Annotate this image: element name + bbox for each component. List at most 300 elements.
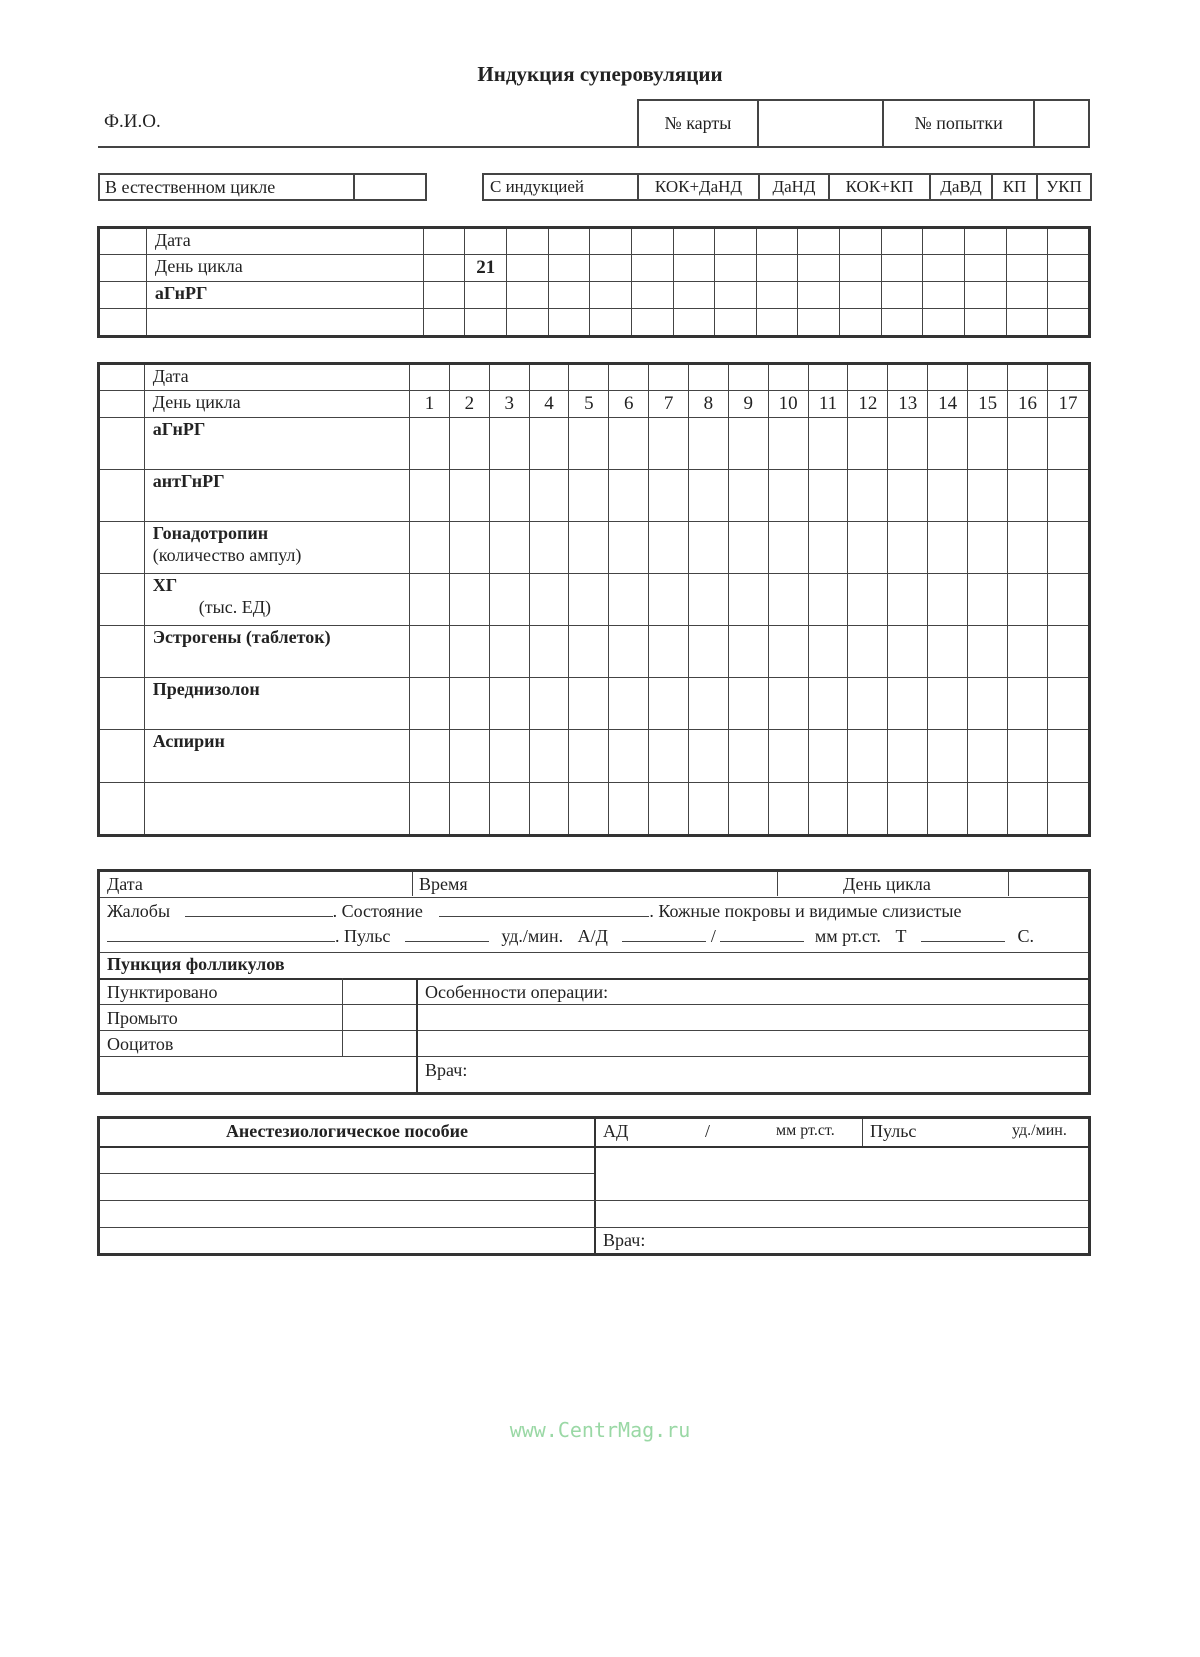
cell[interactable] xyxy=(1008,364,1048,391)
cell[interactable] xyxy=(964,309,1006,337)
cell[interactable] xyxy=(548,228,590,255)
cell[interactable] xyxy=(1006,282,1048,309)
cell[interactable] xyxy=(881,255,923,282)
cell[interactable] xyxy=(489,730,529,783)
cell[interactable] xyxy=(688,470,728,522)
cell[interactable] xyxy=(923,228,965,255)
operation-features-label: Особенности операции: xyxy=(425,982,609,1002)
cell[interactable] xyxy=(808,626,848,678)
cell[interactable] xyxy=(928,783,968,836)
cell[interactable] xyxy=(548,309,590,337)
watermark: www.CentrMag.ru xyxy=(509,1418,691,1442)
cell[interactable] xyxy=(673,309,715,337)
divider xyxy=(777,872,778,896)
cell[interactable] xyxy=(688,626,728,678)
cell[interactable] xyxy=(798,282,840,309)
cell[interactable] xyxy=(1047,730,1089,783)
cell[interactable] xyxy=(1008,522,1048,574)
oocytes-label: Ооцитов xyxy=(107,1034,174,1054)
row-marker xyxy=(99,470,145,522)
washed-label: Промыто xyxy=(107,1008,178,1028)
cell[interactable] xyxy=(968,522,1008,574)
cell[interactable] xyxy=(410,574,450,626)
cell[interactable] xyxy=(489,626,529,678)
cell[interactable] xyxy=(569,470,609,522)
day-number: 14 xyxy=(928,391,968,418)
protocol-dand[interactable]: ДаНД xyxy=(760,175,830,199)
cell[interactable] xyxy=(888,418,928,470)
cell[interactable] xyxy=(968,364,1008,391)
cell[interactable] xyxy=(923,255,965,282)
table-row xyxy=(99,522,1090,574)
cell[interactable] xyxy=(507,255,549,282)
cell[interactable] xyxy=(410,783,450,836)
cell[interactable] xyxy=(1048,228,1090,255)
cell[interactable] xyxy=(1008,783,1048,836)
cell[interactable] xyxy=(489,522,529,574)
cell[interactable] xyxy=(768,678,808,730)
cell[interactable] xyxy=(529,783,569,836)
cell[interactable] xyxy=(688,574,728,626)
cell[interactable] xyxy=(968,574,1008,626)
protocol-kp[interactable]: КП xyxy=(993,175,1038,199)
divider xyxy=(100,1030,1088,1031)
cell[interactable] xyxy=(808,574,848,626)
cell[interactable] xyxy=(756,255,798,282)
row-marker xyxy=(99,364,145,391)
cell[interactable] xyxy=(410,522,450,574)
cell[interactable] xyxy=(569,783,609,836)
cell[interactable] xyxy=(609,522,649,574)
cell[interactable] xyxy=(968,730,1008,783)
cell[interactable] xyxy=(590,309,632,337)
cell[interactable] xyxy=(768,418,808,470)
cell[interactable] xyxy=(928,730,968,783)
natural-cycle-field[interactable] xyxy=(355,175,425,199)
cell[interactable] xyxy=(728,470,768,522)
divider xyxy=(342,978,343,1056)
hcg-label xyxy=(144,574,409,626)
cell[interactable] xyxy=(465,309,507,337)
cell[interactable] xyxy=(529,574,569,626)
day-number: 6 xyxy=(609,391,649,418)
row-marker xyxy=(99,730,145,783)
cell[interactable] xyxy=(968,470,1008,522)
row-marker xyxy=(99,574,145,626)
divider xyxy=(100,1146,1088,1148)
cell[interactable] xyxy=(968,418,1008,470)
cell[interactable] xyxy=(449,522,489,574)
cell[interactable] xyxy=(1008,470,1048,522)
cell[interactable] xyxy=(728,783,768,836)
cell[interactable] xyxy=(423,228,465,255)
puncture-doctor-label: Врач: xyxy=(425,1060,468,1080)
divider xyxy=(100,1200,1088,1201)
cell[interactable] xyxy=(715,309,757,337)
cell[interactable] xyxy=(928,364,968,391)
cell[interactable] xyxy=(968,783,1008,836)
cell[interactable] xyxy=(569,574,609,626)
cell[interactable] xyxy=(768,364,808,391)
cell[interactable] xyxy=(569,678,609,730)
cell[interactable] xyxy=(1047,470,1089,522)
cell[interactable] xyxy=(688,522,728,574)
cell[interactable] xyxy=(449,470,489,522)
cell[interactable] xyxy=(768,730,808,783)
cell[interactable] xyxy=(688,364,728,391)
cell[interactable] xyxy=(489,364,529,391)
fio-underline xyxy=(98,146,1090,148)
cell[interactable] xyxy=(768,574,808,626)
bp-label: А/Д xyxy=(577,926,608,946)
cell[interactable] xyxy=(1008,574,1048,626)
cell[interactable] xyxy=(768,626,808,678)
cell[interactable] xyxy=(673,282,715,309)
row-marker xyxy=(99,626,145,678)
cell[interactable] xyxy=(888,364,928,391)
cell[interactable] xyxy=(489,418,529,470)
cell[interactable] xyxy=(449,364,489,391)
cell[interactable] xyxy=(756,309,798,337)
cell[interactable] xyxy=(529,522,569,574)
card-attempt-box xyxy=(637,99,1090,146)
cell[interactable] xyxy=(888,574,928,626)
agnrg-label: аГнРГ xyxy=(144,418,409,470)
cell[interactable] xyxy=(673,255,715,282)
table-row xyxy=(99,783,1090,836)
cell[interactable] xyxy=(728,364,768,391)
row-marker xyxy=(99,282,147,309)
cell[interactable] xyxy=(1008,418,1048,470)
cell[interactable] xyxy=(529,418,569,470)
cell[interactable] xyxy=(1008,626,1048,678)
cell[interactable] xyxy=(1047,783,1089,836)
skin-field[interactable] xyxy=(107,925,335,942)
cell[interactable] xyxy=(410,418,450,470)
cell[interactable] xyxy=(649,678,689,730)
cell[interactable] xyxy=(848,626,888,678)
cell[interactable] xyxy=(507,309,549,337)
cell[interactable] xyxy=(808,678,848,730)
cell[interactable] xyxy=(631,255,673,282)
cell[interactable] xyxy=(728,626,768,678)
day-number: 11 xyxy=(808,391,848,418)
cell[interactable] xyxy=(840,282,882,309)
cell[interactable] xyxy=(728,678,768,730)
temp-field[interactable] xyxy=(921,925,1005,942)
cell[interactable] xyxy=(728,418,768,470)
cell[interactable] xyxy=(631,309,673,337)
hcg-title: ХГ xyxy=(152,575,178,595)
cell[interactable] xyxy=(964,228,1006,255)
cell[interactable] xyxy=(1047,418,1089,470)
divider xyxy=(594,1119,596,1253)
cell[interactable] xyxy=(688,678,728,730)
cell[interactable] xyxy=(808,522,848,574)
gonadotropin-label xyxy=(144,522,409,574)
day-number: 3 xyxy=(489,391,529,418)
table-row xyxy=(99,574,1090,626)
table-row xyxy=(99,228,1090,255)
cell[interactable] xyxy=(649,574,689,626)
row-marker xyxy=(99,522,145,574)
cell[interactable] xyxy=(1006,255,1048,282)
cell[interactable] xyxy=(728,730,768,783)
mmhg-label: мм рт.ст. xyxy=(814,926,881,946)
cell[interactable] xyxy=(590,228,632,255)
cell[interactable] xyxy=(756,228,798,255)
cell[interactable] xyxy=(728,522,768,574)
day-number: 8 xyxy=(688,391,728,418)
day-number: 17 xyxy=(1047,391,1089,418)
cell[interactable] xyxy=(569,364,609,391)
protocol-kok-kp[interactable]: КОК+КП xyxy=(830,175,931,199)
bp-systolic-field[interactable] xyxy=(622,925,706,942)
cell[interactable] xyxy=(489,783,529,836)
cell[interactable] xyxy=(489,574,529,626)
cell[interactable] xyxy=(728,574,768,626)
pulse-field[interactable] xyxy=(405,925,489,942)
cell[interactable] xyxy=(968,678,1008,730)
attempt-no-field[interactable] xyxy=(1035,101,1088,146)
cell[interactable] xyxy=(649,522,689,574)
skin-label: . Кожные покровы и видимые слизистые xyxy=(649,901,962,921)
cell[interactable] xyxy=(1047,522,1089,574)
cell[interactable] xyxy=(609,730,649,783)
cell[interactable] xyxy=(928,626,968,678)
cell[interactable] xyxy=(928,470,968,522)
puncture-section-title: Пункция фолликулов xyxy=(107,954,285,974)
anesthesia-bpm-label: уд./мин. xyxy=(1012,1122,1067,1139)
cell[interactable] xyxy=(609,783,649,836)
cell[interactable] xyxy=(888,783,928,836)
cell[interactable] xyxy=(529,678,569,730)
cell[interactable] xyxy=(808,470,848,522)
cell[interactable] xyxy=(928,678,968,730)
cell[interactable] xyxy=(848,574,888,626)
vitals-line xyxy=(107,925,1034,947)
cell[interactable] xyxy=(768,522,808,574)
cell[interactable] xyxy=(756,282,798,309)
cell[interactable] xyxy=(798,228,840,255)
cell[interactable] xyxy=(1047,678,1089,730)
blank-label xyxy=(144,783,409,836)
cell[interactable] xyxy=(609,574,649,626)
cycle-day-label: День цикла xyxy=(146,255,423,282)
cell[interactable] xyxy=(1008,730,1048,783)
cell[interactable] xyxy=(649,364,689,391)
cell[interactable] xyxy=(1048,255,1090,282)
cell[interactable] xyxy=(923,282,965,309)
cell[interactable] xyxy=(888,678,928,730)
protocol-kok-dand[interactable]: КОК+ДаНД xyxy=(639,175,760,199)
cell[interactable] xyxy=(507,282,549,309)
cell[interactable] xyxy=(1006,309,1048,337)
cell[interactable] xyxy=(529,626,569,678)
cell[interactable] xyxy=(928,522,968,574)
cell[interactable] xyxy=(888,730,928,783)
cell[interactable] xyxy=(631,282,673,309)
cell[interactable] xyxy=(923,309,965,337)
condition-field[interactable] xyxy=(439,900,649,917)
cell[interactable] xyxy=(1047,574,1089,626)
cell[interactable] xyxy=(1048,309,1090,337)
celsius-label: С. xyxy=(1017,926,1034,946)
cell[interactable] xyxy=(840,228,882,255)
anesthesia-pulse-label: Пульс xyxy=(870,1121,917,1141)
cell[interactable] xyxy=(881,309,923,337)
table-row xyxy=(99,391,1090,418)
cell[interactable] xyxy=(423,255,465,282)
cell[interactable] xyxy=(798,255,840,282)
cell[interactable] xyxy=(649,418,689,470)
cell[interactable] xyxy=(649,626,689,678)
day-number: 1 xyxy=(410,391,450,418)
hcg-unit: (тыс. ЕД) xyxy=(198,597,271,617)
cell[interactable] xyxy=(968,626,1008,678)
divider xyxy=(100,1173,594,1174)
cell[interactable] xyxy=(848,783,888,836)
cell[interactable] xyxy=(808,364,848,391)
divider xyxy=(1008,872,1009,896)
protocol-davd[interactable]: ДаВД xyxy=(931,175,993,199)
cell[interactable] xyxy=(808,730,848,783)
cell[interactable] xyxy=(649,783,689,836)
bp-slash: / xyxy=(710,926,716,946)
cell[interactable] xyxy=(649,730,689,783)
stimulation-table xyxy=(97,362,1091,837)
cell[interactable] xyxy=(928,574,968,626)
anesthesia-doctor-label: Врач: xyxy=(603,1230,646,1250)
cell[interactable] xyxy=(449,730,489,783)
cell[interactable] xyxy=(449,626,489,678)
cell[interactable] xyxy=(410,730,450,783)
cell[interactable] xyxy=(888,626,928,678)
cell[interactable] xyxy=(673,228,715,255)
divider xyxy=(862,1119,863,1146)
cell[interactable] xyxy=(569,626,609,678)
cell[interactable] xyxy=(569,522,609,574)
cell[interactable] xyxy=(569,730,609,783)
cell[interactable] xyxy=(848,730,888,783)
bp-diastolic-field[interactable] xyxy=(720,925,804,942)
date-label: Дата xyxy=(144,364,409,391)
cell[interactable] xyxy=(1047,364,1089,391)
card-no-field[interactable] xyxy=(759,101,884,146)
cell[interactable] xyxy=(848,470,888,522)
gonadotropin-title: Гонадотропин xyxy=(152,523,269,543)
cell[interactable] xyxy=(715,255,757,282)
puncture-section xyxy=(97,869,1091,1095)
cell[interactable] xyxy=(449,418,489,470)
cell[interactable] xyxy=(465,228,507,255)
cell[interactable] xyxy=(928,418,968,470)
cell[interactable] xyxy=(410,470,450,522)
divider xyxy=(416,978,418,1092)
anesthesia-title: Анестезиологическое пособие xyxy=(225,1121,469,1141)
divider xyxy=(100,1004,1088,1005)
cell[interactable] xyxy=(888,470,928,522)
cell[interactable] xyxy=(410,364,450,391)
cell[interactable] xyxy=(609,678,649,730)
cell[interactable] xyxy=(964,255,1006,282)
cell[interactable] xyxy=(848,522,888,574)
cell[interactable] xyxy=(548,282,590,309)
cell[interactable] xyxy=(1047,626,1089,678)
cell[interactable] xyxy=(715,228,757,255)
cell[interactable] xyxy=(840,309,882,337)
cell[interactable] xyxy=(848,678,888,730)
cell[interactable] xyxy=(609,626,649,678)
cell[interactable] xyxy=(649,470,689,522)
fio-label: Ф.И.О. xyxy=(104,111,161,132)
cell[interactable] xyxy=(410,678,450,730)
cell[interactable] xyxy=(569,418,609,470)
cell[interactable] xyxy=(507,228,549,255)
cell[interactable] xyxy=(798,309,840,337)
puncture-time-label: Время xyxy=(419,874,468,894)
cell[interactable] xyxy=(529,470,569,522)
complaints-field[interactable] xyxy=(185,900,333,917)
day-number: 4 xyxy=(529,391,569,418)
cell[interactable] xyxy=(548,255,590,282)
cell[interactable] xyxy=(848,418,888,470)
cycle-day-value[interactable]: 21 xyxy=(465,255,507,282)
cell[interactable] xyxy=(768,783,808,836)
day-number: 2 xyxy=(449,391,489,418)
cell[interactable] xyxy=(808,783,848,836)
cell[interactable] xyxy=(489,470,529,522)
cell[interactable] xyxy=(609,418,649,470)
cell[interactable] xyxy=(688,418,728,470)
cell[interactable] xyxy=(529,730,569,783)
cell[interactable] xyxy=(410,626,450,678)
cell[interactable] xyxy=(888,522,928,574)
cell[interactable] xyxy=(848,364,888,391)
cell[interactable] xyxy=(609,470,649,522)
cell[interactable] xyxy=(449,783,489,836)
cell[interactable] xyxy=(449,574,489,626)
cell[interactable] xyxy=(489,678,529,730)
cell[interactable] xyxy=(881,282,923,309)
cell[interactable] xyxy=(964,282,1006,309)
divider xyxy=(100,1056,1088,1057)
cell[interactable] xyxy=(768,470,808,522)
cell[interactable] xyxy=(688,783,728,836)
table-row xyxy=(99,364,1090,391)
cell[interactable] xyxy=(688,730,728,783)
cell[interactable] xyxy=(840,255,882,282)
cell[interactable] xyxy=(609,364,649,391)
cell[interactable] xyxy=(1008,678,1048,730)
cell[interactable] xyxy=(715,282,757,309)
cell[interactable] xyxy=(449,678,489,730)
estrogens-label: Эстрогены (таблеток) xyxy=(144,626,409,678)
cell[interactable] xyxy=(881,228,923,255)
cell[interactable] xyxy=(423,309,465,337)
cell[interactable] xyxy=(590,255,632,282)
protocol-ukp[interactable]: УКП xyxy=(1046,177,1082,196)
cell[interactable] xyxy=(529,364,569,391)
cell[interactable] xyxy=(423,282,465,309)
cell[interactable] xyxy=(1006,228,1048,255)
cell[interactable] xyxy=(631,228,673,255)
prednisolone-label: Преднизолон xyxy=(144,678,409,730)
cell[interactable] xyxy=(465,282,507,309)
cell[interactable] xyxy=(590,282,632,309)
cell[interactable] xyxy=(808,418,848,470)
cell[interactable] xyxy=(1048,282,1090,309)
